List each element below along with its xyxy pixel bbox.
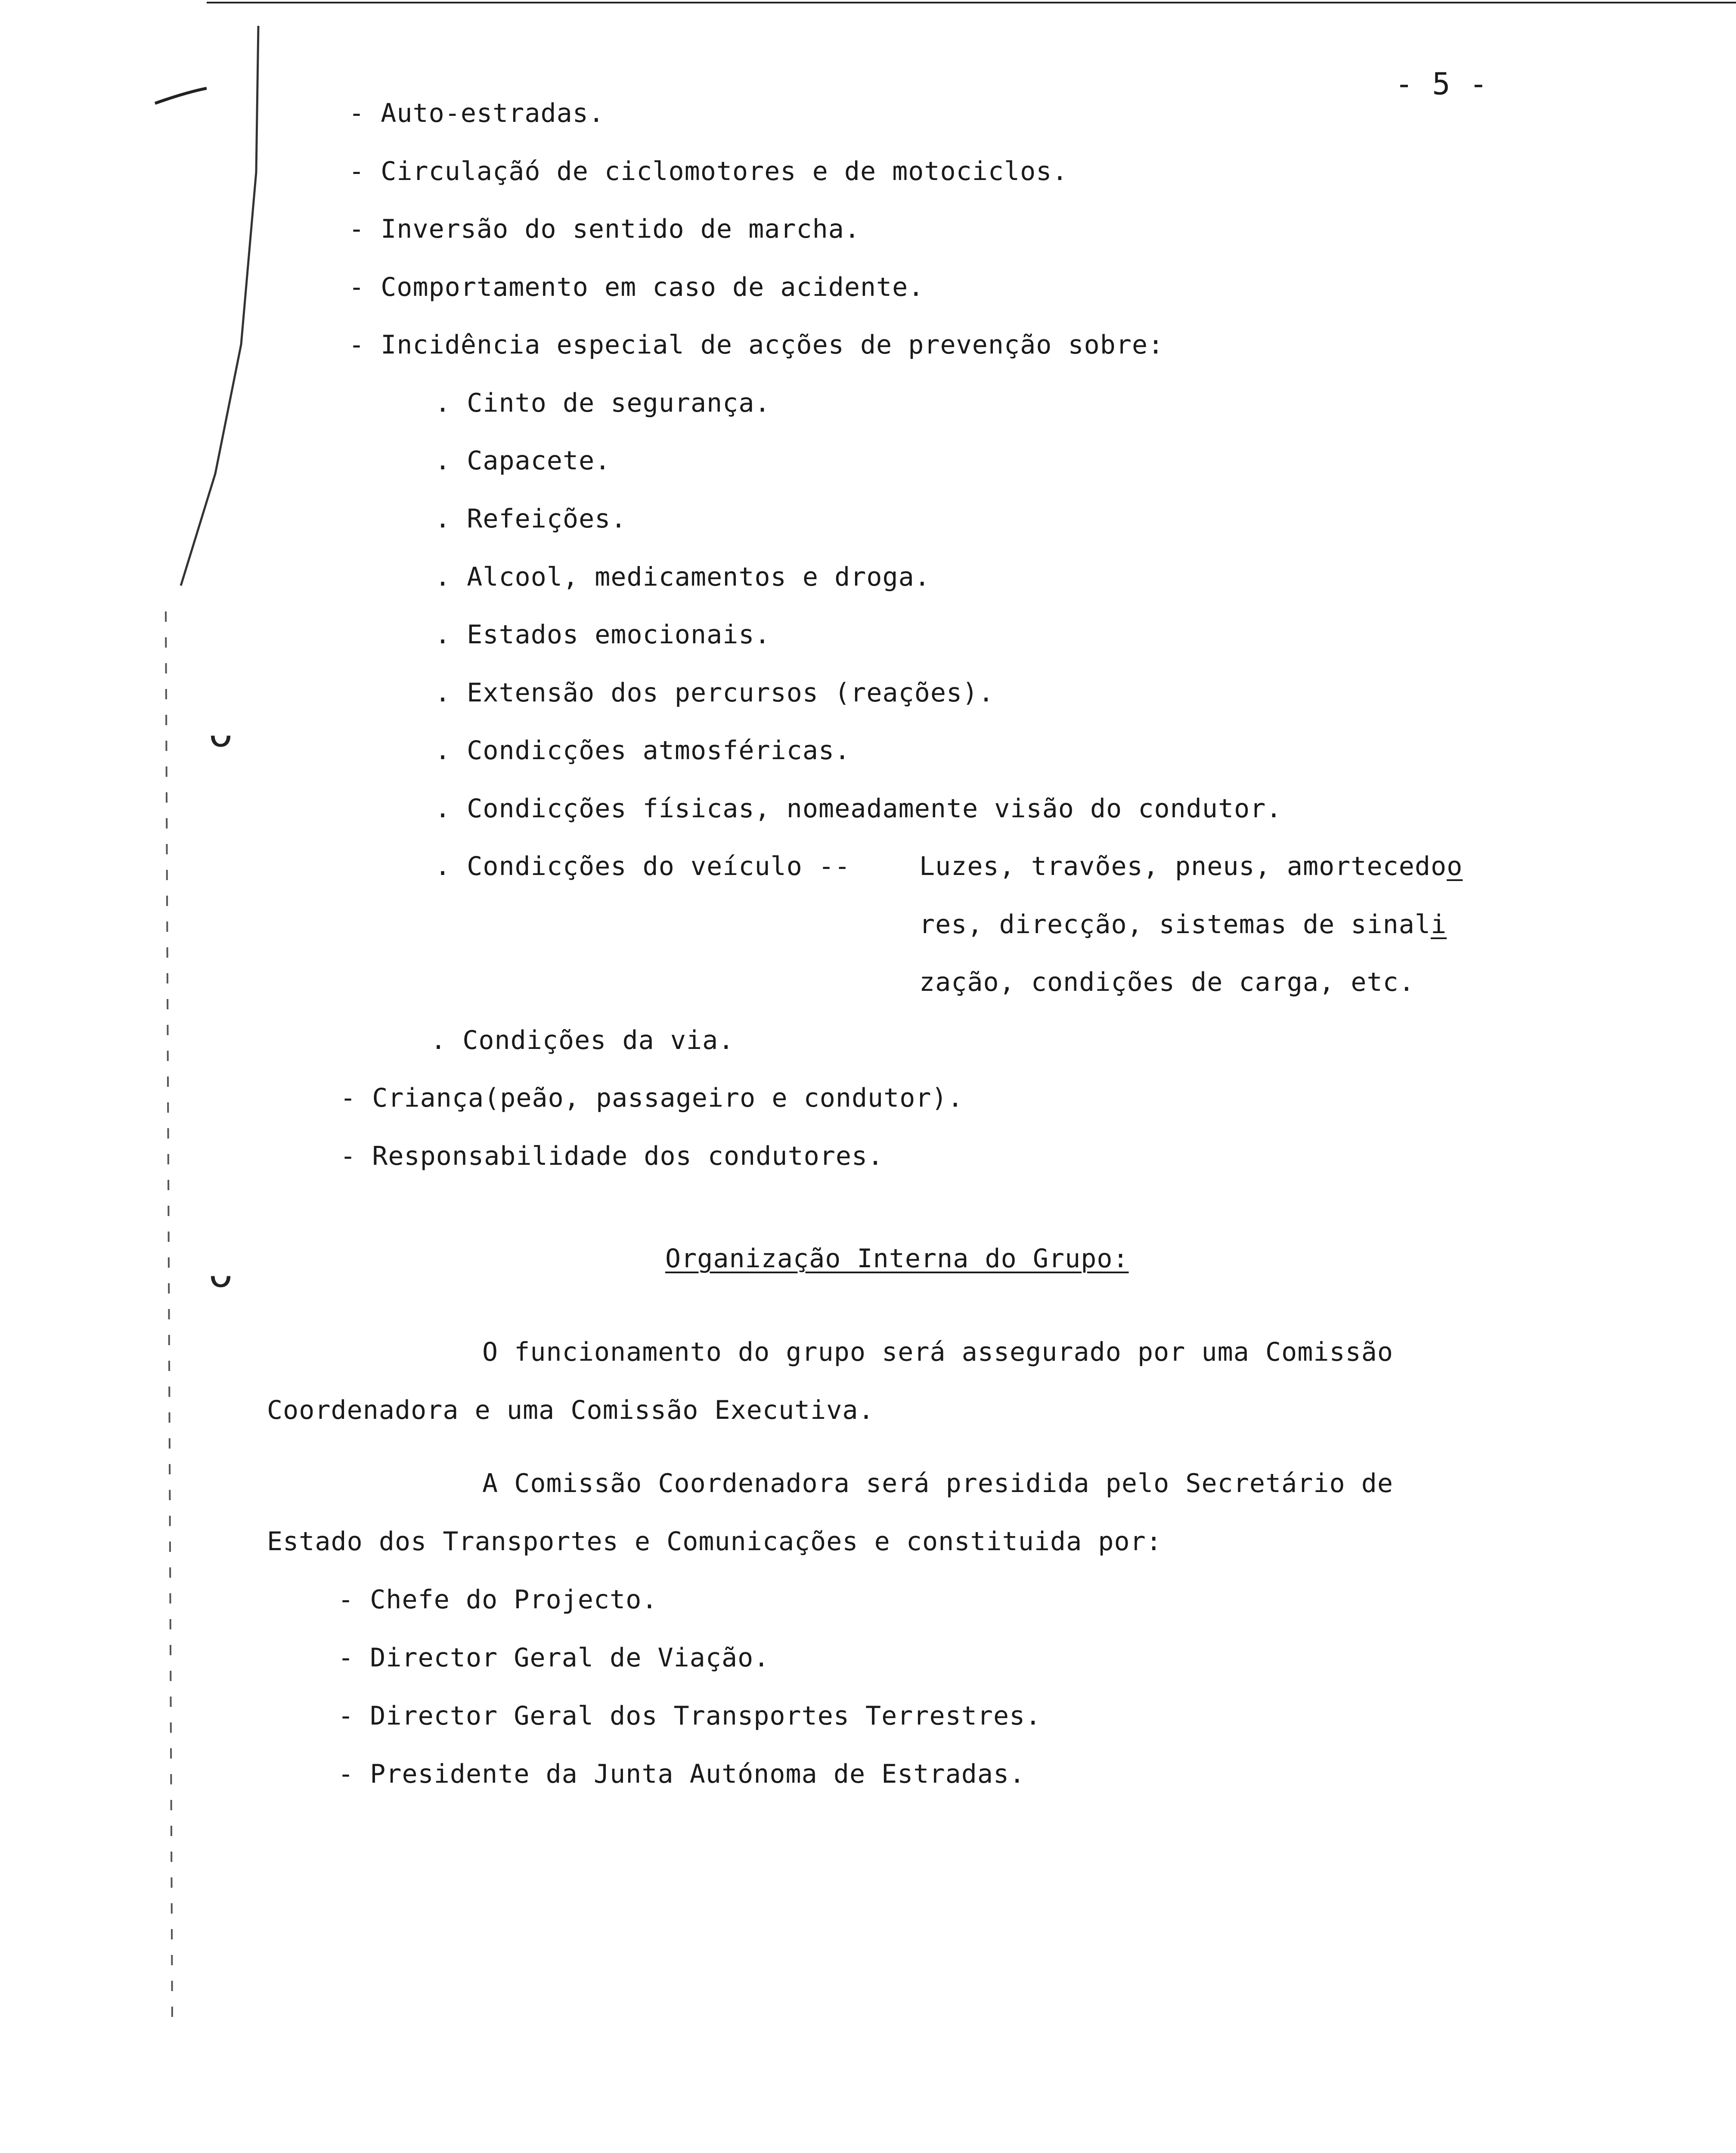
sub-list-item-vehicle-label: . Condicções do veículo -- xyxy=(435,851,867,881)
member-list-item: - Director Geral dos Transportes Terrestres. xyxy=(338,1701,1042,1731)
member-list-item: - Director Geral de Viação. xyxy=(338,1643,770,1673)
sub-list-item: . Refeições. xyxy=(435,504,627,534)
paragraph-line: A Comissão Coordenadora será presidida pelo Secretário de xyxy=(482,1468,1394,1498)
sub-list-item: . Alcool, medicamentos e droga. xyxy=(435,562,930,592)
member-list-item: - Chefe do Projecto. xyxy=(338,1585,658,1615)
sub-list-item: . Extensão dos percursos (reações). xyxy=(435,678,995,708)
sub-list-item: . Condicções atmosféricas. xyxy=(435,735,851,766)
section-heading: Organização Interna do Grupo: xyxy=(665,1244,1129,1274)
margin-check-mark: ᴗ xyxy=(209,710,233,756)
sub-list-item: . Condicções físicas, nomeadamente visão do condutor. xyxy=(435,794,1282,824)
sub-list-item: . Capacete. xyxy=(435,446,611,476)
list-item: - Responsabilidade dos condutores. xyxy=(340,1141,884,1171)
sub-list-item: . Cinto de segurança. xyxy=(435,388,771,418)
paragraph-line: Estado dos Transportes e Comunicações e constituida por: xyxy=(267,1526,1162,1557)
sub-list-item: . Condições da via. xyxy=(431,1025,735,1055)
vehicle-details-line-2: res, direcção, sistemas de sinali xyxy=(919,909,1447,940)
paragraph-line: O funcionamento do grupo será assegurado por uma Comissão xyxy=(482,1337,1394,1367)
vehicle-details-line-3: zação, condições de carga, etc. xyxy=(919,967,1415,997)
page-number: - 5 - xyxy=(1395,66,1488,102)
list-item: - Inversão do sentido de marcha. xyxy=(349,214,860,244)
paragraph-line: Coordenadora e uma Comissão Executiva. xyxy=(267,1395,874,1425)
margin-check-mark: ᴗ xyxy=(209,1251,233,1296)
member-list-item: - Presidente da Junta Autónoma de Estradas. xyxy=(338,1759,1026,1789)
list-item: - Auto-estradas. xyxy=(349,98,604,128)
vehicle-details-line-1: Luzes, travões, pneus, amortecedoo xyxy=(919,851,1463,881)
list-item: - Criança(peão, passageiro e condutor). xyxy=(340,1083,964,1113)
list-item: - Circulaçãó de ciclomotores e de motociclos. xyxy=(349,156,1068,186)
list-item: - Incidência especial de acções de prevenção sobre: xyxy=(349,330,1164,360)
sub-list-item: . Estados emocionais. xyxy=(435,620,771,650)
list-item: - Comportamento em caso de acidente. xyxy=(349,272,924,302)
